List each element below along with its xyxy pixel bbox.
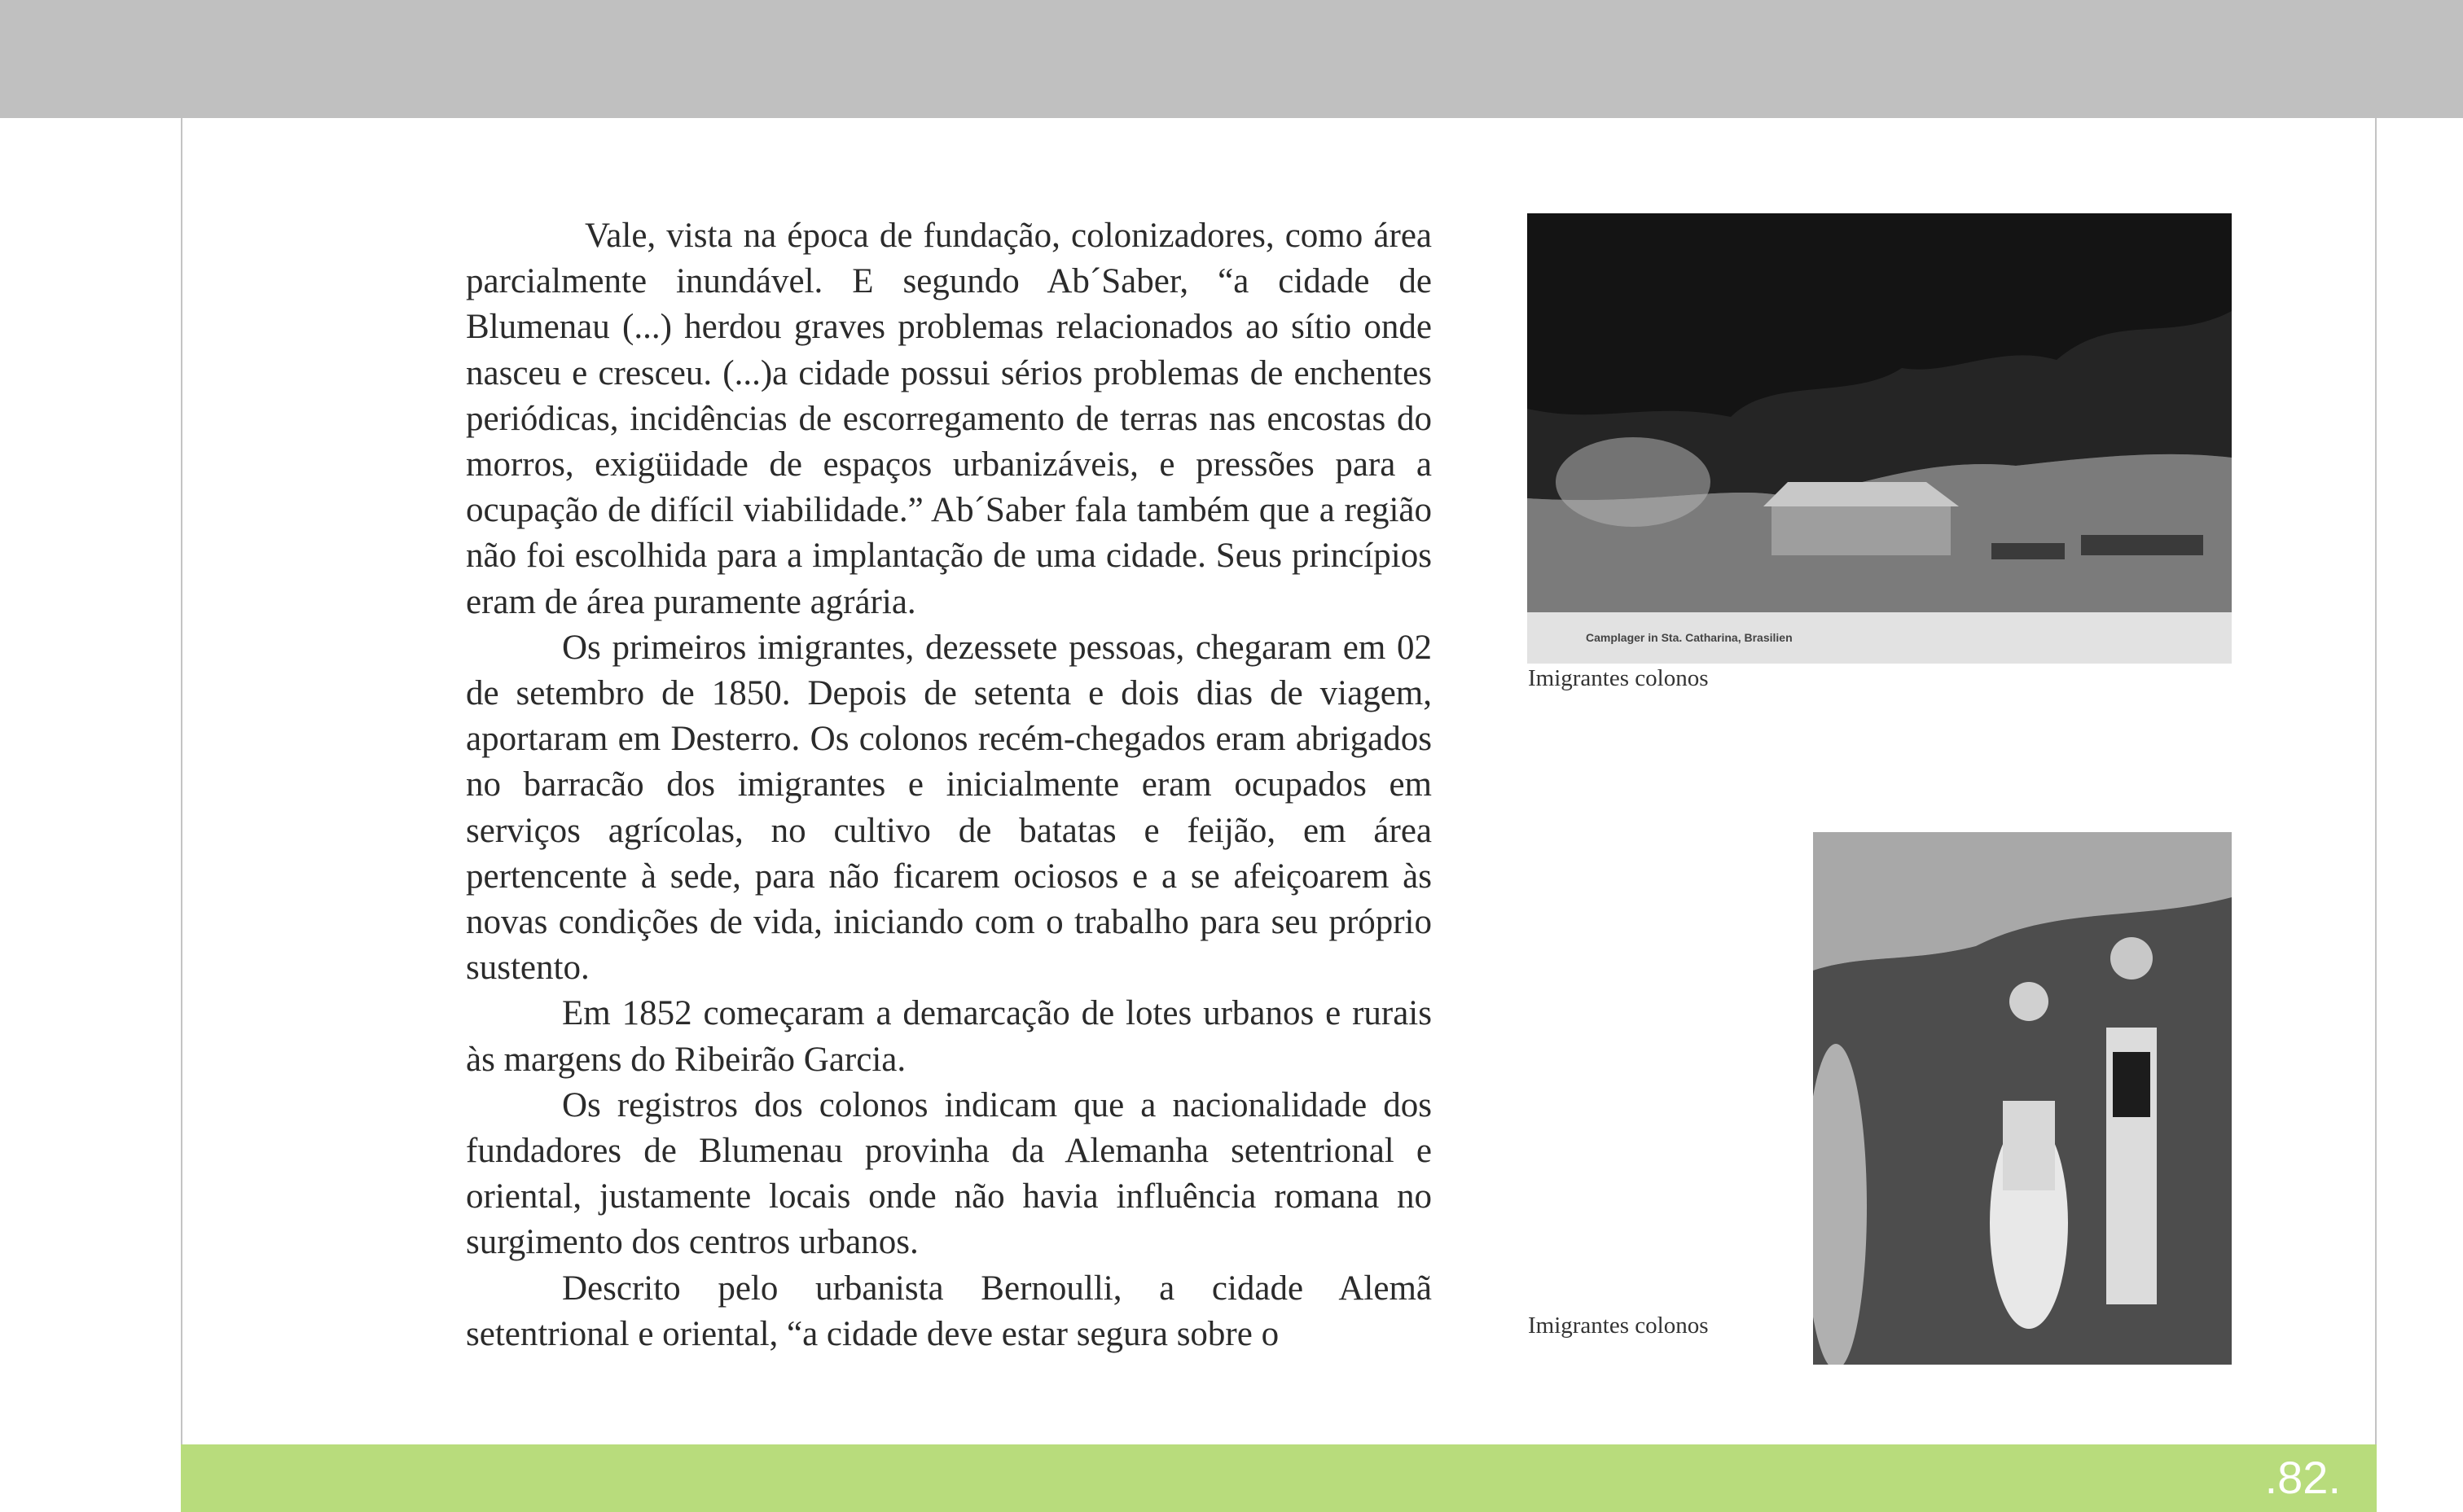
immigrant-camp-photo [1527, 213, 2232, 664]
paragraph: Os registros dos colonos indicam que a nacionalidade dos fundadores de Blumenau provinha da Alemanha setentrional e oriental, justamente locais onde não havia influência romana no surgimento dos centros urbanos. [466, 1085, 1432, 1262]
body-text [466, 213, 1432, 1357]
photo-caption: Imigrantes colonos [1528, 665, 1709, 691]
paragraph: Vale, vista na época de fundação, colonizadores, como área parcialmente inundável. E segundo Ab´Saber, “a cidade de Blumenau (...) herdou graves problemas relacionados ao sítio onde nasceu e cresceu. (...)a cidade possui sérios problemas de enchentes periódicas, incidências de escorregamento de terras nas encostas do morros, exigüidade de espaços urbanizáveis, e pressões para a ocupação de difícil viabilidade.” Ab´Saber fala também que a região não foi escolhida para a implantação de uma cidade. Seus princípios eram de área puramente agrária. [466, 217, 1432, 621]
photo-caption: Imigrantes colonos [1528, 1313, 1709, 1339]
paragraph: Descrito pelo urbanista Bernoulli, a cidade Alemã setentrional e oriental, “a cidade deve estar segura sobre o [466, 1269, 1432, 1353]
photo-inscription: Camplager in Sta. Catharina, Brasilien [1586, 631, 1793, 644]
couple-photo-illustration [1813, 832, 2232, 1365]
camp-photo-illustration [1527, 213, 2232, 664]
header-bar [0, 0, 2463, 118]
paragraph: Em 1852 começaram a demarcação de lotes urbanos e rurais às margens do Ribeirão Garcia. [466, 994, 1432, 1079]
paragraph: Os primeiros imigrantes, dezessete pessoas, chegaram em 02 de setembro de 1850. Depois de setenta e dois dias de viagem, aportaram em Desterro. Os colonos recém-chegados eram abrigados no barracão dos imigrantes e inicialmente eram ocupados em serviços agrícolas, no cultivo de batatas e feijão, em área pertencente à sede, para não ficarem ociosos e a se afeiçoarem às novas condições de vida, iniciando com o trabalho para seu próprio sustento. [466, 628, 1432, 988]
footer-bar [181, 1444, 2377, 1512]
page-number: .82. [2264, 1452, 2341, 1503]
immigrant-couple-photo [1813, 832, 2232, 1365]
